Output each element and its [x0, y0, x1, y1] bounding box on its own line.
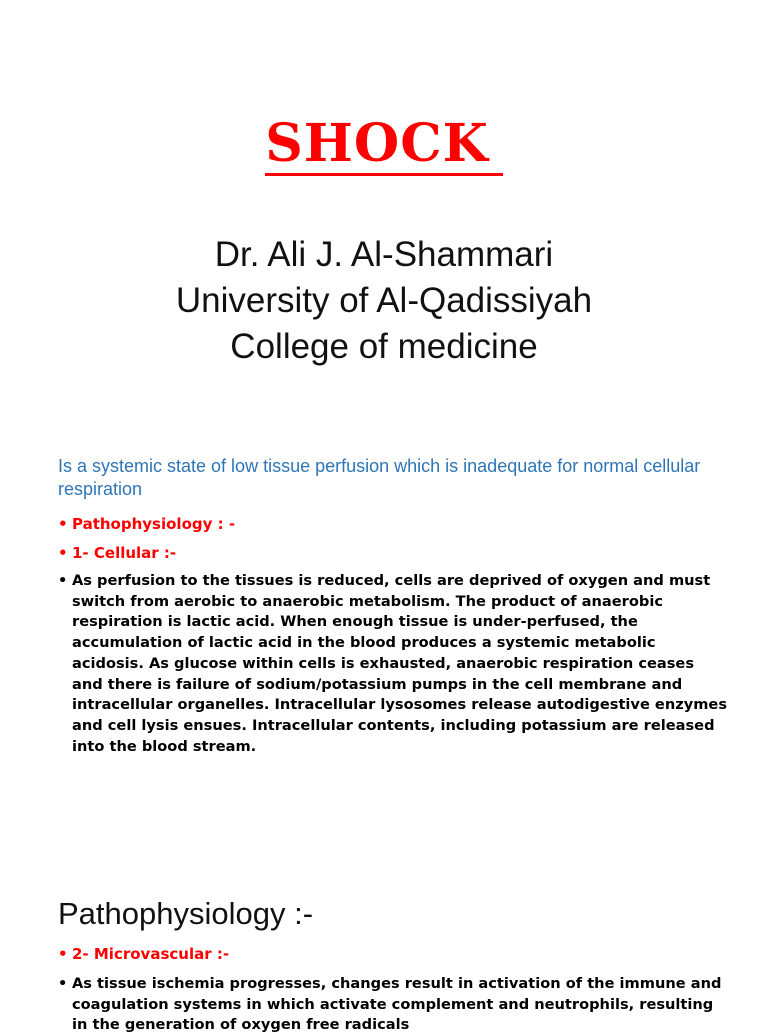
university-line: University of Al-Qadissiyah: [175, 281, 593, 320]
microvascular-body-text: • As tissue ischemia progresses, changes result in activation of the immune and coagulation systems in which activate complement and neutrophils, resulting in the generation of oxygen free radicals: [58, 974, 728, 1036]
pathophysiology-heading-list: [58, 514, 728, 535]
cellular-heading: • 1- Cellular :-: [58, 543, 728, 564]
college-line: College of medicine: [230, 327, 538, 366]
cellular-heading-list: [58, 543, 728, 564]
cellular-body-text: • As perfusion to the tissues is reduced, cells are deprived of oxygen and must switch from aerobic to anaerobic metabolism. The product of anaerobic respiration is lactic acid. When enough tissue is under-perfused, the accumulation of lactic acid in the blood produces a systemic metabolic acidosis. As glucose within cells is exhausted, anaerobic respiration ceases and there is failure of sodium/potassium pumps in the cell membrane and intracellular organelles. Intracellular lysosomes release autodigestive enzymes and cell lysis ensues. Intracellular contents, including potassium are released into the blood stream.: [58, 571, 728, 757]
title-slide: [0, 0, 768, 420]
slide-title: SHOCK: [0, 112, 768, 176]
microvascular-slide: [0, 870, 768, 1034]
slide-subtitle: [0, 232, 768, 370]
definition-slide: [0, 420, 768, 870]
microvascular-heading-list: [58, 944, 728, 965]
microvascular-heading: • 2- Microvascular :-: [58, 944, 728, 965]
cellular-body-list: [58, 571, 728, 757]
pathophysiology-heading: • Pathophysiology : -: [58, 514, 728, 535]
microvascular-body-list: [58, 974, 728, 1036]
slide-heading: Pathophysiology :-: [58, 896, 314, 931]
definition-text: Is a systemic state of low tissue perfusion which is inadequate for normal cellular respiration: [58, 456, 701, 499]
author-line: Dr. Ali J. Al-Shammari: [214, 235, 554, 274]
